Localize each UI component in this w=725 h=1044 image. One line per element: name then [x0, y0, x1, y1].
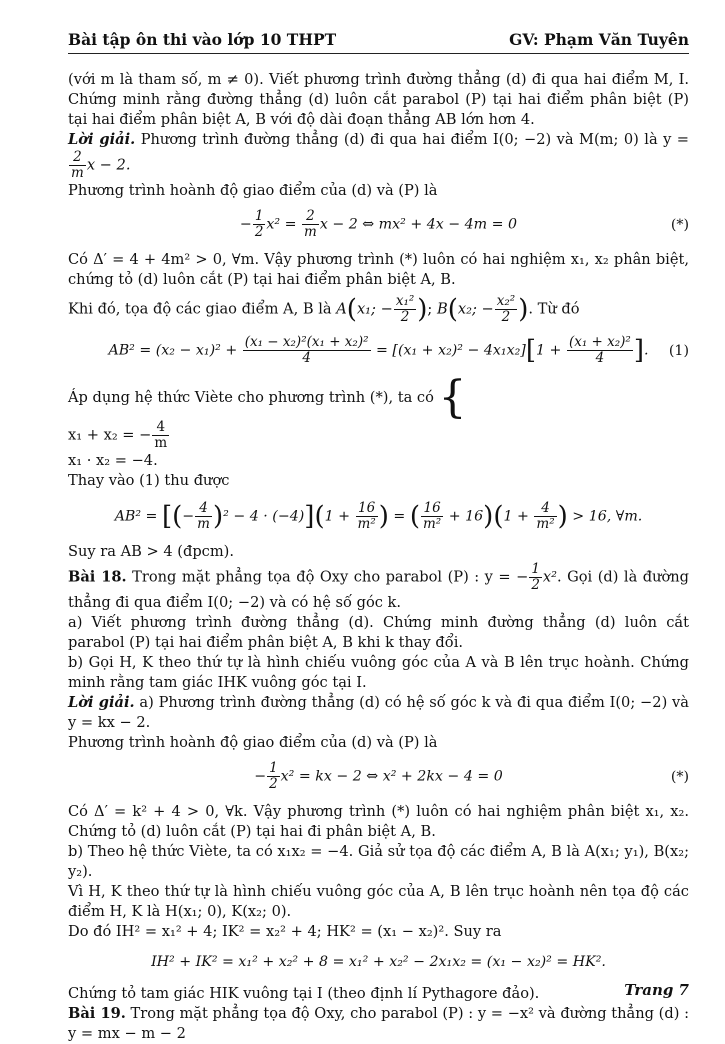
page-header [68, 30, 689, 54]
paragraph-do-do: Do đó IH² = x₁² + 4; IK² = x₂² + 4; HK² = (x₁ − x₂)². Suy ra [68, 923, 502, 940]
problem-18-statement: Bài 18. Trong mặt phẳng tọa độ Oxy cho parabol (P) : y = − $\frac{1}{2}$ x². Gọi (d) là đường thẳng đi qua điểm I(0; −2) và có hệ số góc k. [68, 561, 690, 611]
equation-tag: (*) [670, 768, 689, 785]
paragraph-conclusion-17: Suy ra AB > 4 (đpcm). [68, 543, 235, 560]
solution-text: Phương trình đường thẳng (d) đi qua hai điểm I(0; −2) và M(m; 0) là y = [140, 131, 690, 148]
page-number: Trang 7 [624, 981, 689, 999]
equation-ab-squared: AB² = (x₂ − x₁)² + $\frac{\text{(x₁ − x₂)²(x₁ + x₂)²}}{4}$ = [(x₁ + x₂)² − 4x₁x₂][1 + $\frac{\text{(x₁ + x₂)²}}{4}$ ]. (1) [108, 334, 689, 366]
page-content: (với m là tham số, m ≠ 0). Viết phương trình đường thẳng (d) đi qua hai điểm M, I. Chứng minh rằng đường thẳng (d) luôn cắt parabol (P) tại hai điểm phân biệt (P) tại hai điểm phân biệt A, B với độ dài đoạn thẳng AB lớn hơn 4. Lời giải. Phương trình đường thẳng (d) đi qua hai điểm I(0; −2) và M(m; 0) là y = $\frac{2}{m}$ x − 2. Phương trình hoành độ giao điểm của (d) và (P) là − $\frac{1}{2}$ x² = $\frac{2}{m}$ x − 2 ⇔ mx² + 4x − 4m = 0 (*) Có Δ′ = 4 + 4m² > 0, ∀m. Vậy phương trình (*) luôn có hai nghiệm x₁, x₂ phân biệt, chứng tỏ (d) luôn cắt (P) tại hai điểm phân biệt A, B. Khi đó, tọa độ các giao điểm A, B là A(x₁; − $\frac{\text{x₁²}}{2}$ ); B(x₂; − $\frac{\text{x₂²}}{2}$ ). Từ đó AB² = (x₂ − x₁)² + $\frac{\text{(x₁ − x₂)²(x₁ + x₂)²}}{4}$ = [(x₁ + x₂)² − 4x₁x₂][1 + $\frac{\text{(x₁ + x₂)²}}{4}$ ]. (1) Áp dụng hệ thức Viète cho phương trình (*), ta có { x₁ + x₂ = − $\frac{4}{m}$ x₁ · x₂ = −4. Thay vào (1) thu được AB² = [(− $\frac{4}{m}$ )² − 4 · (−4)](1 + $\frac{16}{\text{m²}}$ ) = ( $\frac{16}{\text{m²}}$ + 16)(1 + $\frac{4}{\text{m²}}$ ) > 16, ∀m. Suy ra AB > 4 (đpcm). Bài 18. Trong mặt phẳng tọa độ Oxy cho parabol (P) : y = − $\frac{1}{2}$ x². Gọi (d) là đường thẳng đi qua điểm I(0; −2) và có hệ số góc k. a) Viết phương trình đường thẳng (d). Chứng minh đường thẳng (d) luôn cắt parabol (P) tại hai điểm phân biệt A, B khi k thay đổi. b) Gọi H, K theo thứ tự là hình chiếu vuông góc của A và B lên trục hoành. Chứng minh rằng tam giác IHK vuông góc tại I. Lời giải. a) Phương trình đường thẳng (d) có hệ số góc k và đi qua điểm I(0; −2) và y = kx − 2. Phương trình hoành độ giao điểm của (d) và (P) là − $\frac{1}{2}$ x² = kx − 2 ⇔ x² + 2kx − 4 = 0 (*) Có Δ′ = k² + 4 > 0, ∀k. Vậy phương trình (*) luôn có hai nghiệm phân biệt x₁, x₂. Chứng tỏ (d) luôn cắt (P) tại hai đi phân biệt A, B. b) Theo hệ thức Viète, ta có x₁x₂ = −4. Giả sử tọa độ các điểm A, B là A(x₁; y₁), B(x₂; y₂). Vì H, K theo thứ tự là hình chiếu vuông góc của A, B lên trục hoành nên tọa độ các điểm H, K là H(x₁; 0), K(x₂; 0). Do đó IH² = x₁² + 4; IK² = x₂² + 4; HK² = (x₁ − x₂)². Suy ra IH² + IK² = x₁² + x₂² + 8 = x₁² + x₂² − 2x₁x₂ = (x₁ − x₂)² = HK². Chứng tỏ tam giác HIK vuông tại I (theo định lí Pythagore đảo). Bài 19. Trong mặt phẳng tọa độ Oxy, cho parabol (P) : y = −x² và đường thẳng (d) : y = mx − m − 2 [68, 71, 690, 1042]
header-title: Bài tập ôn thi vào lớp 10 THPT [68, 30, 337, 49]
problem-18-part-a: a) Viết phương trình đường thẳng (d). Chứng minh đường thẳng (d) luôn cắt parabol (P) tại hai điểm phân biệt A, B khi k thay đổi. [68, 614, 689, 651]
paragraph-problem-17-tail: (với m là tham số, m ≠ 0). Viết phương trình đường thẳng (d) đi qua hai điểm M, I. Chứng minh rằng đường thẳng (d) luôn cắt parabol (P) tại hai điểm phân biệt (P) tại hai điểm phân biệt A, B với độ dài đoạn thẳng AB lớn hơn 4. [68, 71, 689, 128]
paragraph-conclusion-18: Chứng tỏ tam giác HIK vuông tại I (theo định lí Pythagore đảo). [68, 985, 540, 1002]
paragraph-delta-2: Có Δ′ = k² + 4 > 0, ∀k. Vậy phương trình (*) luôn có hai nghiệm phân biệt x₁, x₂. Chứng tỏ (d) luôn cắt (P) tại hai đi phân biệt A, B. [68, 803, 689, 840]
paragraph-projection: Vì H, K theo thứ tự là hình chiếu vuông góc của A, B lên trục hoành nên tọa độ các điểm H, K là H(x₁; 0), K(x₂; 0). [68, 883, 689, 920]
problem-label: Bài 18. [68, 568, 127, 586]
paragraph-viete-1: Áp dụng hệ thức Viète cho phương trình (*), ta có { [68, 372, 467, 423]
equation-star-1: − $\frac{1}{2}$ x² = $\frac{2}{m}$ x − 2 ⇔ mx² + 4x − 4m = 0 (*) [239, 208, 689, 240]
problem-18-part-b: b) Gọi H, K theo thứ tự là hình chiếu vuông góc của A và B lên trục hoành. Chứng minh rằng tam giác IHK vuông góc tại I. [68, 654, 689, 691]
fraction-2-over-m: $\frac{2}{m}$ [71, 149, 84, 181]
paragraph-viete-2: b) Theo hệ thức Viète, ta có x₁x₂ = −4. Giả sử tọa độ các điểm A, B là A(x₁; y₁), B(x₂; y₂). [68, 843, 689, 880]
equation-tag: (*) [670, 216, 689, 233]
paragraph-coordinates: Khi đó, tọa độ các giao điểm A, B là A(x₁; − $\frac{\text{x₁²}}{2}$ ); B(x₂; − $\frac{\text{x₂²}}{2}$ ). Từ đó [68, 293, 580, 325]
equation-star-1-rhs: x − 2 ⇔ mx² + 4x − 4m = 0 [319, 216, 518, 233]
equation-pythagoras: IH² + IK² = x₁² + x₂² + 8 = x₁² + x₂² − 2x₁x₂ = (x₁ − x₂)² = HK². [151, 954, 606, 970]
problem-19-statement: Bài 19. Trong mặt phẳng tọa độ Oxy, cho parabol (P) : y = −x² và đường thẳng (d) : y = mx − m − 2 [68, 1005, 689, 1042]
equation-ab-result: AB² = [(− $\frac{4}{m}$ )² − 4 · (−4)](1 + $\frac{16}{\text{m²}}$ ) = ( $\frac{16}{\text{m²}}$ + 16)(1 + $\frac{4}{\text{m²}}$ ) > 16, ∀m. [114, 500, 643, 532]
paragraph-hoanh-do-2: Phương trình hoành độ giao điểm của (d) và (P) là [68, 734, 438, 751]
solution-label: Lời giải. [68, 694, 135, 711]
paragraph-thay-vao: Thay vào (1) thu được [68, 472, 230, 489]
solution-18-line: Lời giải. a) Phương trình đường thẳng (d) có hệ số góc k và đi qua điểm I(0; −2) và y = kx − 2. [68, 694, 689, 731]
equation-star-2: − $\frac{1}{2}$ x² = kx − 2 ⇔ x² + 2kx − 4 = 0 (*) [254, 760, 689, 792]
solution-17-line: Lời giải. Phương trình đường thẳng (d) đi qua hai điểm I(0; −2) và M(m; 0) là y = $\frac{2}{m}$ x − 2. [68, 131, 690, 181]
solution-label: Lời giải. [68, 131, 136, 148]
paragraph-hoanh-do-1: Phương trình hoành độ giao điểm của (d) và (P) là [68, 182, 438, 199]
problem-label: Bài 19. [68, 1005, 126, 1022]
paragraph-delta-1: Có Δ′ = 4 + 4m² > 0, ∀m. Vậy phương trình (*) luôn có hai nghiệm x₁, x₂ phân biệt, chứng tỏ (d) luôn cắt (P) tại hai điểm phân biệt A, B. [68, 251, 689, 288]
header-author: GV: Phạm Văn Tuyên [509, 30, 689, 49]
viete-system: { [438, 372, 467, 423]
equation-tag-1: (1) [668, 342, 689, 359]
